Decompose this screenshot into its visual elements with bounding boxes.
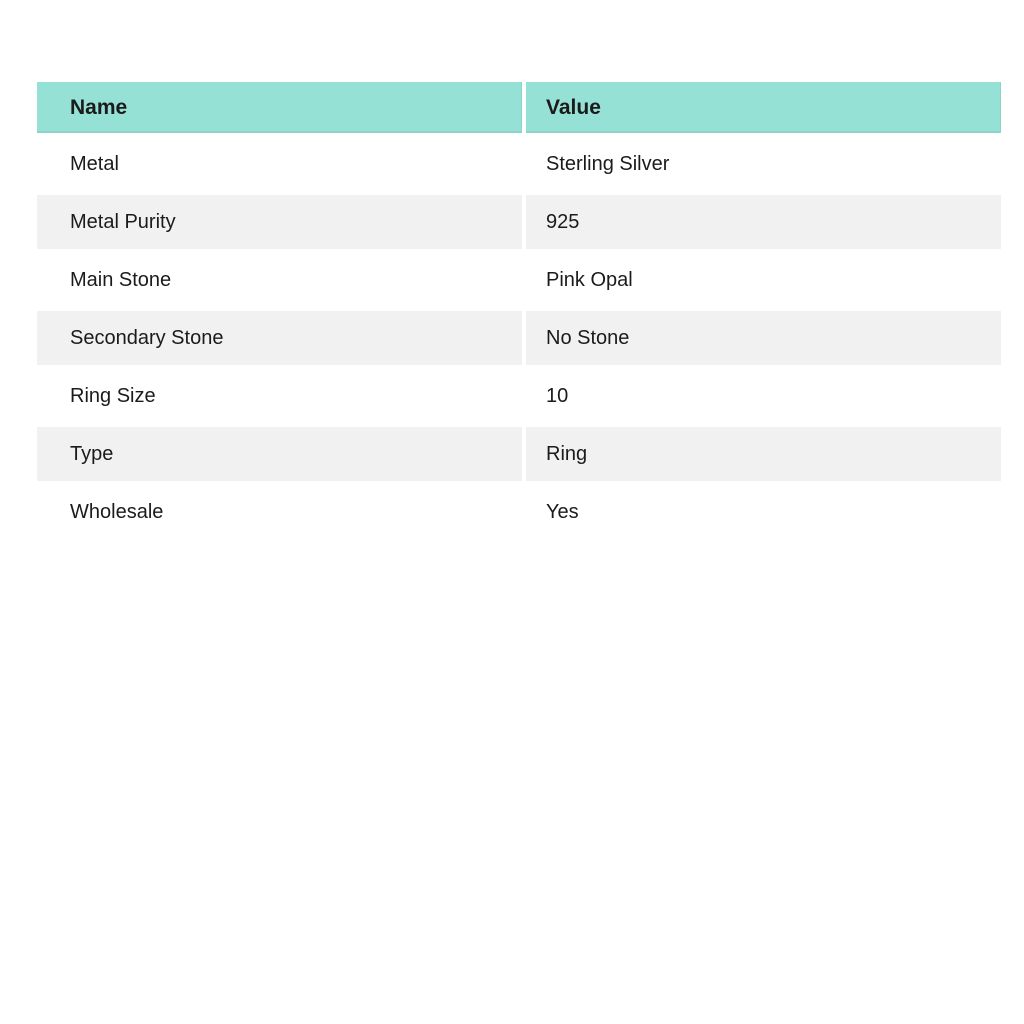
table-row-secondary-stone xyxy=(37,311,1001,365)
attribute-value-cell: Ring xyxy=(526,427,1001,481)
attribute-value-cell: Yes xyxy=(526,485,1001,539)
column-header-name: Name xyxy=(37,82,522,133)
attribute-name-cell: Ring Size xyxy=(37,369,522,423)
table-row-wholesale xyxy=(37,485,1001,539)
attributes-table xyxy=(33,78,1005,543)
attribute-value-cell: Pink Opal xyxy=(526,253,1001,307)
table-row-metal-purity xyxy=(37,195,1001,249)
attribute-name-cell: Wholesale xyxy=(37,485,522,539)
attribute-name-cell: Secondary Stone xyxy=(37,311,522,365)
attribute-name-cell: Type xyxy=(37,427,522,481)
table-row-main-stone xyxy=(37,253,1001,307)
attribute-value-cell: 925 xyxy=(526,195,1001,249)
table-header-row xyxy=(37,82,1001,133)
table-row-metal xyxy=(37,137,1001,191)
attribute-name-cell: Metal xyxy=(37,137,522,191)
column-header-value: Value xyxy=(526,82,1001,133)
attribute-name-cell: Metal Purity xyxy=(37,195,522,249)
table-row-ring-size xyxy=(37,369,1001,423)
attribute-value-cell: No Stone xyxy=(526,311,1001,365)
table-row-type xyxy=(37,427,1001,481)
attribute-name-cell: Main Stone xyxy=(37,253,522,307)
attribute-value-cell: 10 xyxy=(526,369,1001,423)
attribute-value-cell: Sterling Silver xyxy=(526,137,1001,191)
